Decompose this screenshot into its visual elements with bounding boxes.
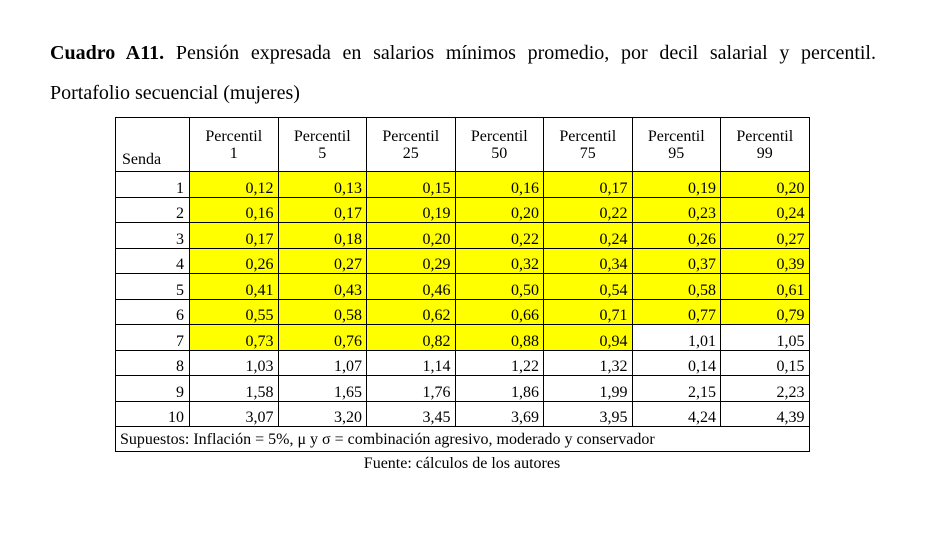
- table-cell: 0,26: [190, 248, 279, 274]
- table-cell: 0,17: [278, 197, 367, 223]
- table-cell: 0,13: [278, 172, 367, 198]
- table-cell: 3,95: [544, 401, 633, 427]
- row-label-senda: 3: [116, 223, 190, 249]
- footnote-row: [116, 427, 810, 452]
- table-cell: 0,61: [721, 274, 810, 300]
- table-row: [116, 401, 810, 427]
- table-row: [116, 325, 810, 351]
- table-cell: 3,20: [278, 401, 367, 427]
- table-cell: 1,58: [190, 376, 279, 402]
- table-cell: 0,17: [190, 223, 279, 249]
- table-cell: 0,20: [721, 172, 810, 198]
- table-cell: 0,41: [190, 274, 279, 300]
- row-label-senda: 1: [116, 172, 190, 198]
- table-cell: 0,82: [367, 325, 456, 351]
- table-cell: 0,18: [278, 223, 367, 249]
- source-note: Fuente: cálculos de los autores: [363, 455, 561, 472]
- table-row: [116, 197, 810, 223]
- column-header-percentil-25: Percentil 25: [367, 118, 456, 172]
- table-cell: 0,14: [632, 350, 721, 376]
- table-cell: 1,22: [455, 350, 544, 376]
- table-cell: 0,19: [632, 172, 721, 198]
- table-cell: 0,26: [632, 223, 721, 249]
- column-header-percentil-99: Percentil 99: [721, 118, 810, 172]
- table-cell: 0,27: [721, 223, 810, 249]
- table-cell: 0,58: [632, 274, 721, 300]
- row-label-senda: 6: [116, 299, 190, 325]
- table-cell: 0,71: [544, 299, 633, 325]
- table-cell: 1,01: [632, 325, 721, 351]
- table-cell: 0,58: [278, 299, 367, 325]
- table-cell: 0,22: [455, 223, 544, 249]
- table-cell: 0,20: [367, 223, 456, 249]
- table-cell: 0,77: [632, 299, 721, 325]
- table-cell: 0,16: [190, 197, 279, 223]
- table-cell: 3,45: [367, 401, 456, 427]
- row-label-senda: 9: [116, 376, 190, 402]
- table-cell: 4,39: [721, 401, 810, 427]
- table-header-row: [116, 118, 810, 172]
- assumptions-footnote: Supuestos: Inflación = 5%, μ y σ = combinación agresivo, moderado y conservador: [116, 427, 810, 452]
- table-cell: 0,88: [455, 325, 544, 351]
- table-cell: 0,15: [367, 172, 456, 198]
- row-label-senda: 5: [116, 274, 190, 300]
- table-cell: 2,15: [632, 376, 721, 402]
- table-cell: 0,15: [721, 350, 810, 376]
- table-cell: 1,86: [455, 376, 544, 402]
- pension-table: [115, 117, 810, 452]
- table-cell: 0,12: [190, 172, 279, 198]
- table-cell: 1,03: [190, 350, 279, 376]
- column-header-percentil-95: Percentil 95: [632, 118, 721, 172]
- table-cell: 1,99: [544, 376, 633, 402]
- row-label-senda: 8: [116, 350, 190, 376]
- table-cell: 0,46: [367, 274, 456, 300]
- table-cell: 1,05: [721, 325, 810, 351]
- table-cell: 0,66: [455, 299, 544, 325]
- table-cell: 0,76: [278, 325, 367, 351]
- table-cell: 0,62: [367, 299, 456, 325]
- table-cell: 3,07: [190, 401, 279, 427]
- table-caption: [50, 33, 876, 113]
- table-cell: 0,27: [278, 248, 367, 274]
- row-label-senda: 10: [116, 401, 190, 427]
- table-cell: 0,50: [455, 274, 544, 300]
- table-cell: 0,79: [721, 299, 810, 325]
- table-cell: 0,22: [544, 197, 633, 223]
- table-cell: 0,73: [190, 325, 279, 351]
- table-cell: 0,55: [190, 299, 279, 325]
- row-label-senda: 4: [116, 248, 190, 274]
- table-cell: 0,23: [632, 197, 721, 223]
- table-cell: 1,07: [278, 350, 367, 376]
- table-cell: 1,32: [544, 350, 633, 376]
- table-cell: 0,19: [367, 197, 456, 223]
- table-cell: 0,20: [455, 197, 544, 223]
- table-cell: 1,14: [367, 350, 456, 376]
- table-cell: 0,34: [544, 248, 633, 274]
- table-row: [116, 223, 810, 249]
- table-cell: 2,23: [721, 376, 810, 402]
- table-cell: 4,24: [632, 401, 721, 427]
- row-label-senda: 7: [116, 325, 190, 351]
- table-cell: 0,29: [367, 248, 456, 274]
- table-row: [116, 299, 810, 325]
- table-cell: 1,65: [278, 376, 367, 402]
- table-cell: 0,32: [455, 248, 544, 274]
- table-cell: 0,37: [632, 248, 721, 274]
- table-row: [116, 350, 810, 376]
- table-cell: 0,24: [544, 223, 633, 249]
- table-cell: 0,54: [544, 274, 633, 300]
- column-header-senda: Senda: [116, 118, 190, 172]
- table-row: [116, 172, 810, 198]
- table-cell: 0,16: [455, 172, 544, 198]
- table-cell: 0,94: [544, 325, 633, 351]
- table-cell: 1,76: [367, 376, 456, 402]
- table-cell: 0,17: [544, 172, 633, 198]
- table-body: [116, 172, 810, 427]
- table-cell: 3,69: [455, 401, 544, 427]
- table-cell: 0,43: [278, 274, 367, 300]
- column-header-percentil-5: Percentil 5: [278, 118, 367, 172]
- column-header-percentil-1: Percentil 1: [190, 118, 279, 172]
- column-header-percentil-50: Percentil 50: [455, 118, 544, 172]
- caption-text: Pensión expresada en salarios mínimos promedio, por decil salarial y percentil. Portafolio secuencial (mujeres): [50, 42, 876, 104]
- caption-label: Cuadro A11.: [50, 42, 165, 64]
- table-cell: 0,24: [721, 197, 810, 223]
- table-cell: 0,39: [721, 248, 810, 274]
- table-row: [116, 274, 810, 300]
- table-row: [116, 248, 810, 274]
- column-header-percentil-75: Percentil 75: [544, 118, 633, 172]
- row-label-senda: 2: [116, 197, 190, 223]
- table-row: [116, 376, 810, 402]
